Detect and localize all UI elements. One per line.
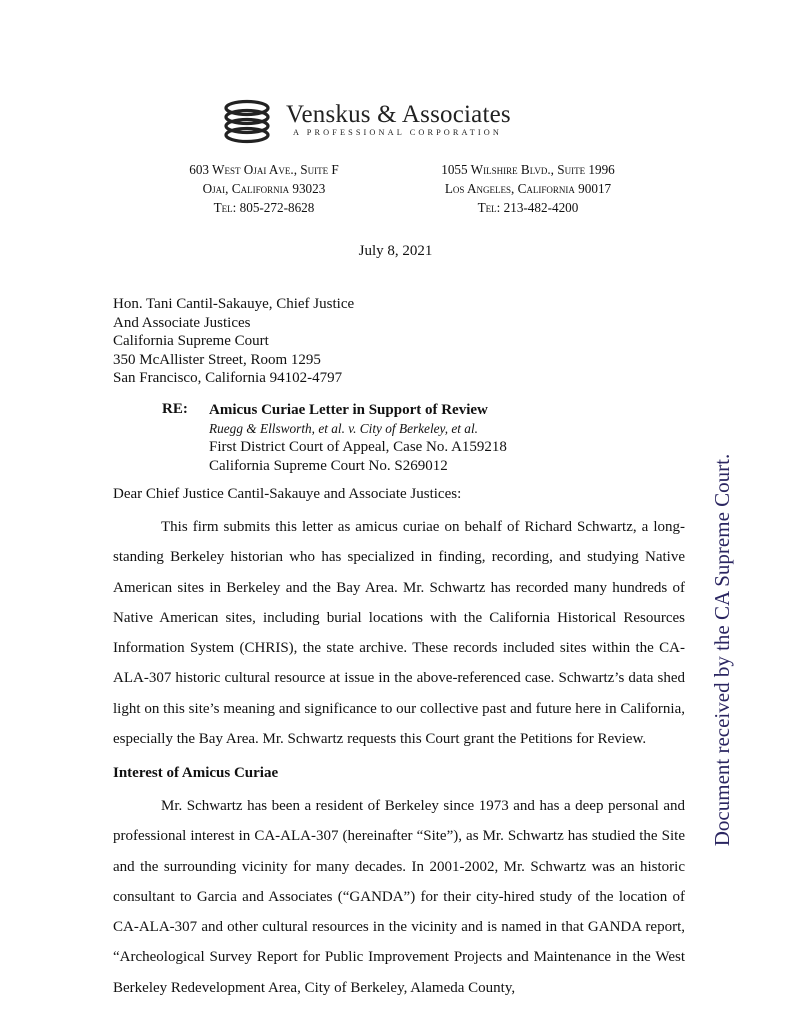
address-line: Los Angeles, California 90017 bbox=[444, 180, 612, 196]
right-office-address bbox=[412, 161, 644, 217]
recipient-line: 350 McAllister Street, Room 1295 bbox=[113, 351, 321, 368]
address-line: 603 West Ojai Ave., Suite F bbox=[189, 162, 339, 177]
body-paragraph-1: This firm submits this letter as amicus curiae on behalf of Richard Schwartz, a long-standing Berkeley historian who has specialized in finding, recording, and studying Native American sites in Berkeley and the Bay Area. Mr. Schwartz has recorded many hundreds of Native American sites, including burial locations with the California Historical Resources Information System (CHRIS), the state archive. These records included sites within the CA-ALA-307 historic cultural resource at issue in the above-referenced case. Schwartz’s data shed light on this site’s meaning and significance to our collective past and future here in California, especially the Bay Area. Mr. Schwartz requests this Court grant the Petitions for Review. bbox=[113, 519, 685, 748]
letter-date: July 8, 2021 bbox=[358, 243, 433, 259]
recipient-line: And Associate Justices bbox=[113, 314, 251, 331]
firm-subtitle: A PROFESSIONAL CORPORATION bbox=[293, 128, 502, 137]
stacked-rings-logo-icon bbox=[220, 98, 276, 146]
recipient-line: Hon. Tani Cantil-Sakauye, Chief Justice bbox=[113, 296, 355, 312]
recipient-block bbox=[113, 295, 354, 388]
address-phone: Tel: 805-272-8628 bbox=[213, 199, 315, 215]
re-supreme-case: California Supreme Court No. S269012 bbox=[209, 457, 448, 474]
salutation: Dear Chief Justice Cantil-Sakauye and Associate Justices: bbox=[113, 486, 462, 502]
court-received-stamp: Document received by the CA Supreme Court. bbox=[710, 453, 734, 847]
address-phone: Tel: 213-482-4200 bbox=[477, 199, 579, 215]
firm-name: Venskus & Associates bbox=[286, 101, 511, 128]
re-label: RE: bbox=[162, 401, 188, 417]
firm-logo bbox=[220, 98, 520, 148]
section-heading: Interest of Amicus Curiae bbox=[113, 765, 279, 781]
recipient-line: California Supreme Court bbox=[113, 333, 269, 350]
body-paragraph-2: Mr. Schwartz has been a resident of Berkeley since 1973 and has a deep personal and professional interest in CA-ALA-307 (hereinafter “Site”), as Mr. Schwartz has studied the Site and the surrounding vicinity for many decades. In 2001-2002, Mr. Schwartz was an historic consultant to Garcia and Associates (“GANDA”) for their city-hired study of the location of CA-ALA-307 and other cultural resources in the vicinity and is named in that GANDA report, “Archeological Survey Report for Public Improvement Projects and Maintenance in the West Berkeley Redevelopment Area, City of Berkeley, Alameda County, bbox=[113, 798, 685, 996]
left-office-address bbox=[148, 161, 380, 217]
re-appeal-case: First District Court of Appeal, Case No. A159218 bbox=[209, 439, 507, 456]
re-title: Amicus Curiae Letter in Support of Review bbox=[209, 402, 488, 418]
recipient-line: San Francisco, California 94102-4797 bbox=[113, 370, 343, 387]
address-line: Ojai, California 93023 bbox=[202, 180, 326, 196]
address-line: 1055 Wilshire Blvd., Suite 1996 bbox=[441, 162, 615, 177]
re-case-name: Ruegg & Ellsworth, et al. v. City of Berkeley, et al. bbox=[209, 420, 478, 436]
re-block bbox=[209, 401, 507, 475]
